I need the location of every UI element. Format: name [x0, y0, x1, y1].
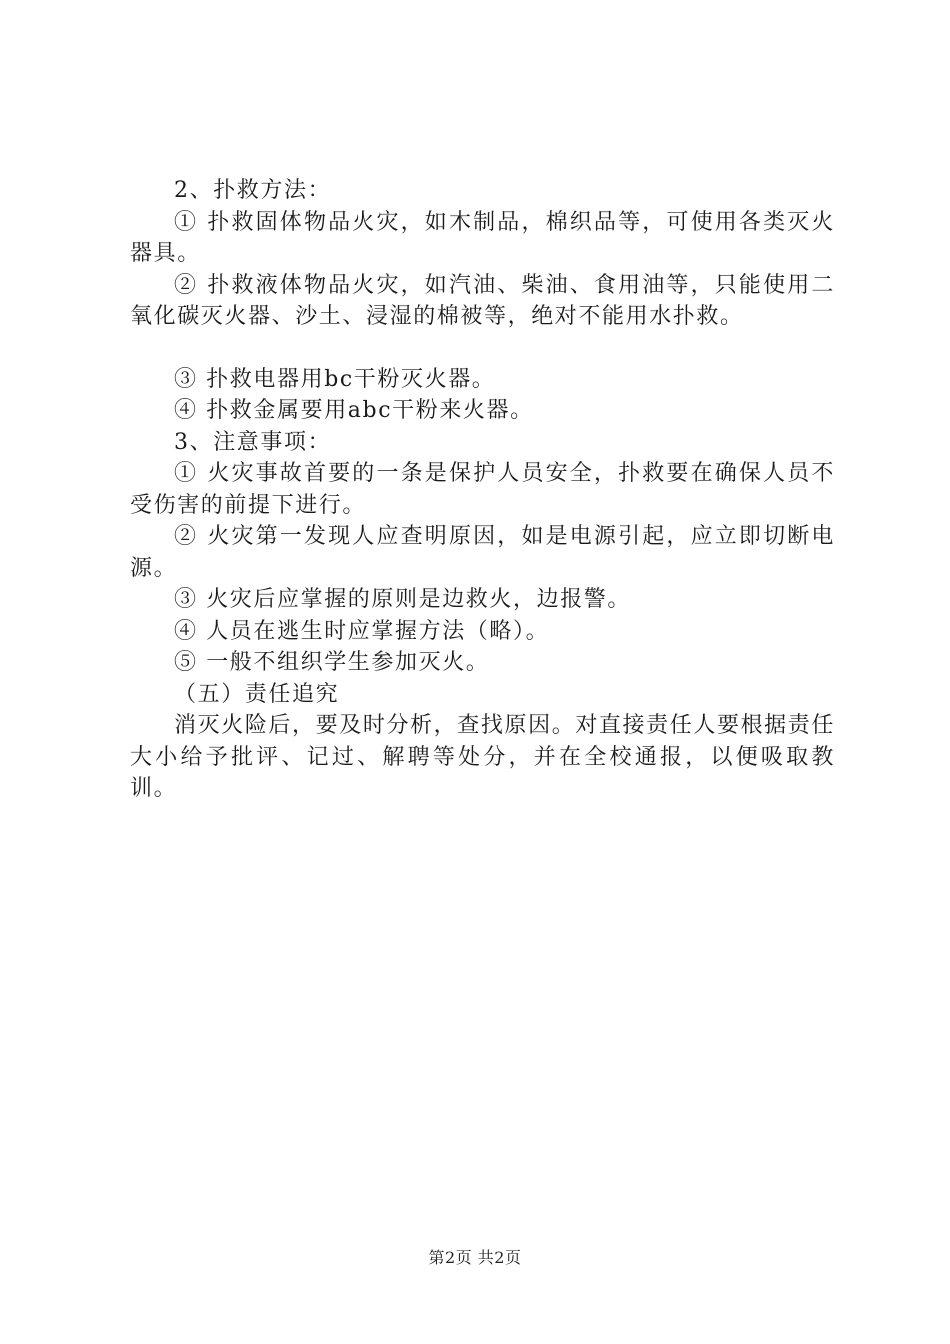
list-item-personnel-safety: ① 火灾事故首要的一条是保护人员安全，扑救要在确保人员不受伤害的前提下进行。 [130, 461, 835, 518]
section-heading-accountability: （五）责任追究 [174, 681, 340, 707]
paragraph-accountability: 消灭火险后，要及时分析，查找原因。对直接责任人要根据责任大小给予批评、记过、解聘等处分，并在全校通报，以便吸取教训。 [130, 713, 835, 801]
section-heading-rescue-methods: 2、扑救方法： [174, 178, 332, 203]
list-item-solid-fire: ① 扑救固体物品火灾，如木制品，棉织品等，可使用各类灭火器具。 [130, 209, 835, 266]
list-item-metal-fire: ④ 扑救金属要用abc干粉来火器。 [174, 398, 534, 423]
list-item-students: ⑤ 一般不组织学生参加灭火。 [174, 650, 490, 675]
page-footer: 第2页 共2页 [428, 1248, 522, 1267]
list-item-liquid-fire: ② 扑救液体物品火灾，如汽油、柴油、食用油等，只能使用二氧化碳灭火器、沙土、浸湿的棉被等，绝对不能用水扑救。 [130, 272, 835, 329]
list-item-escape: ④ 人员在逃生时应掌握方法（略）。 [174, 618, 550, 644]
list-item-electrical-fire: ③ 扑救电器用bc干粉灭火器。 [174, 366, 496, 392]
document-body [130, 175, 835, 805]
section-heading-precautions: 3、注意事项： [174, 429, 332, 455]
list-item-principle: ③ 火灾后应掌握的原则是边救火，边报警。 [174, 587, 631, 612]
list-item-find-cause: ② 火灾第一发现人应查明原因，如是电源引起，应立即切断电源。 [130, 524, 835, 581]
